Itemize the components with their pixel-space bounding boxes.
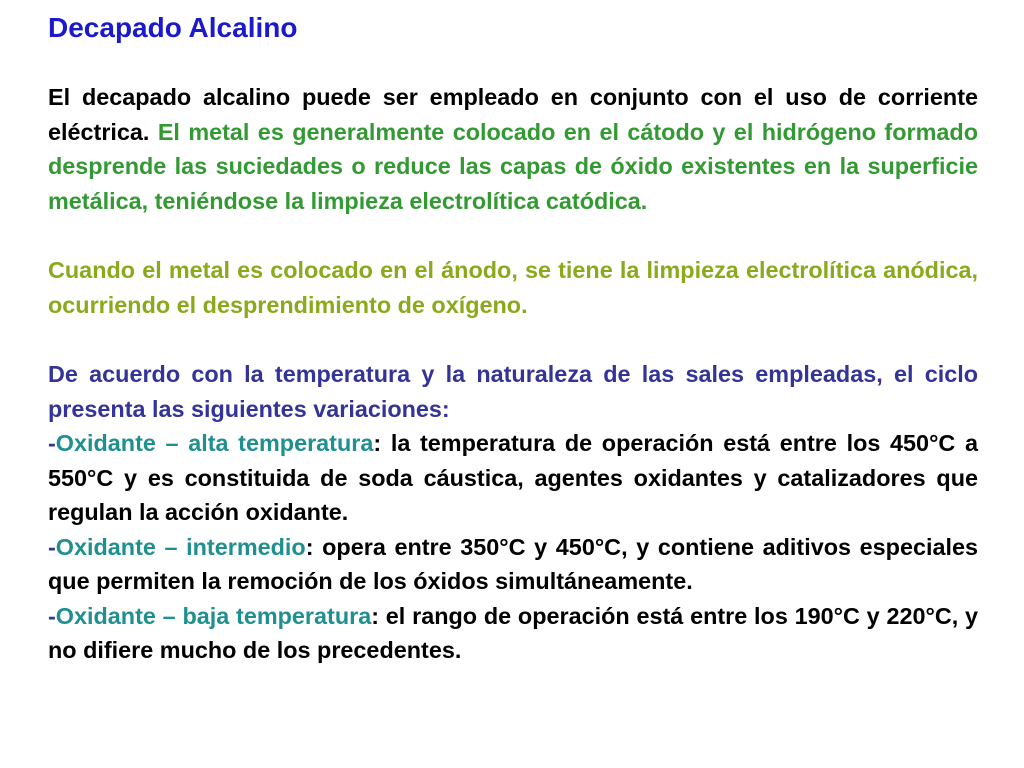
paragraph-cathodic-body: El metal es generalmente colocado en el cátodo y el hidrógeno formado desprende las suciedades o reduce las capas de óxido existentes en la superficie metálica, <box>48 118 978 214</box>
paragraph-variations-intro: De acuerdo con la temperatura y la naturaleza de las sales empleadas, el ciclo presenta las siguientes variaciones: <box>48 361 978 422</box>
variation-name: Oxidante – intermedio <box>55 533 306 560</box>
variation-description: : el rango de operación está entre los 190°C y 220°C, y no difiere mucho de los precedentes. <box>48 602 979 663</box>
spacer <box>48 322 978 357</box>
variation-dash: - <box>48 602 56 629</box>
paragraph-cathodic-ending: teniéndose la limpieza electrolítica catódica. <box>154 187 648 214</box>
variation-item-high-temperature <box>48 426 978 530</box>
variation-name: Oxidante – baja temperatura <box>55 602 372 629</box>
slide-title: Decapado Alcalino <box>48 12 298 43</box>
variation-name: Oxidante – alta temperatura <box>55 430 374 456</box>
variation-description: : opera entre 350°C y 450°C, y contiene aditivos especiales que permiten la remoción de los óxidos simultáneamente. <box>48 533 978 594</box>
paragraph-cathodic-intro: El decapado alcalino puede ser empleado en conjunto con el uso de corriente eléctrica. <box>48 84 978 145</box>
variation-item-low-temperature <box>48 599 978 668</box>
variation-description: : la temperatura de operación está entre los 450°C a 550°C y es constituida de soda cáustica, agentes oxidantes y catalizadores que regulan la acción oxidante. <box>48 430 978 525</box>
paragraph-cathodic <box>48 80 978 218</box>
paragraph-anodic: Cuando el metal es colocado en el ánodo, se tiene la limpieza electrolítica anódica, ocurriendo el desprendimiento de oxígeno. <box>48 257 978 318</box>
spacer <box>48 218 978 253</box>
variation-dash: - <box>48 533 56 560</box>
variation-item-intermediate <box>48 530 978 599</box>
variation-dash: - <box>48 430 56 456</box>
slide <box>48 8 978 668</box>
